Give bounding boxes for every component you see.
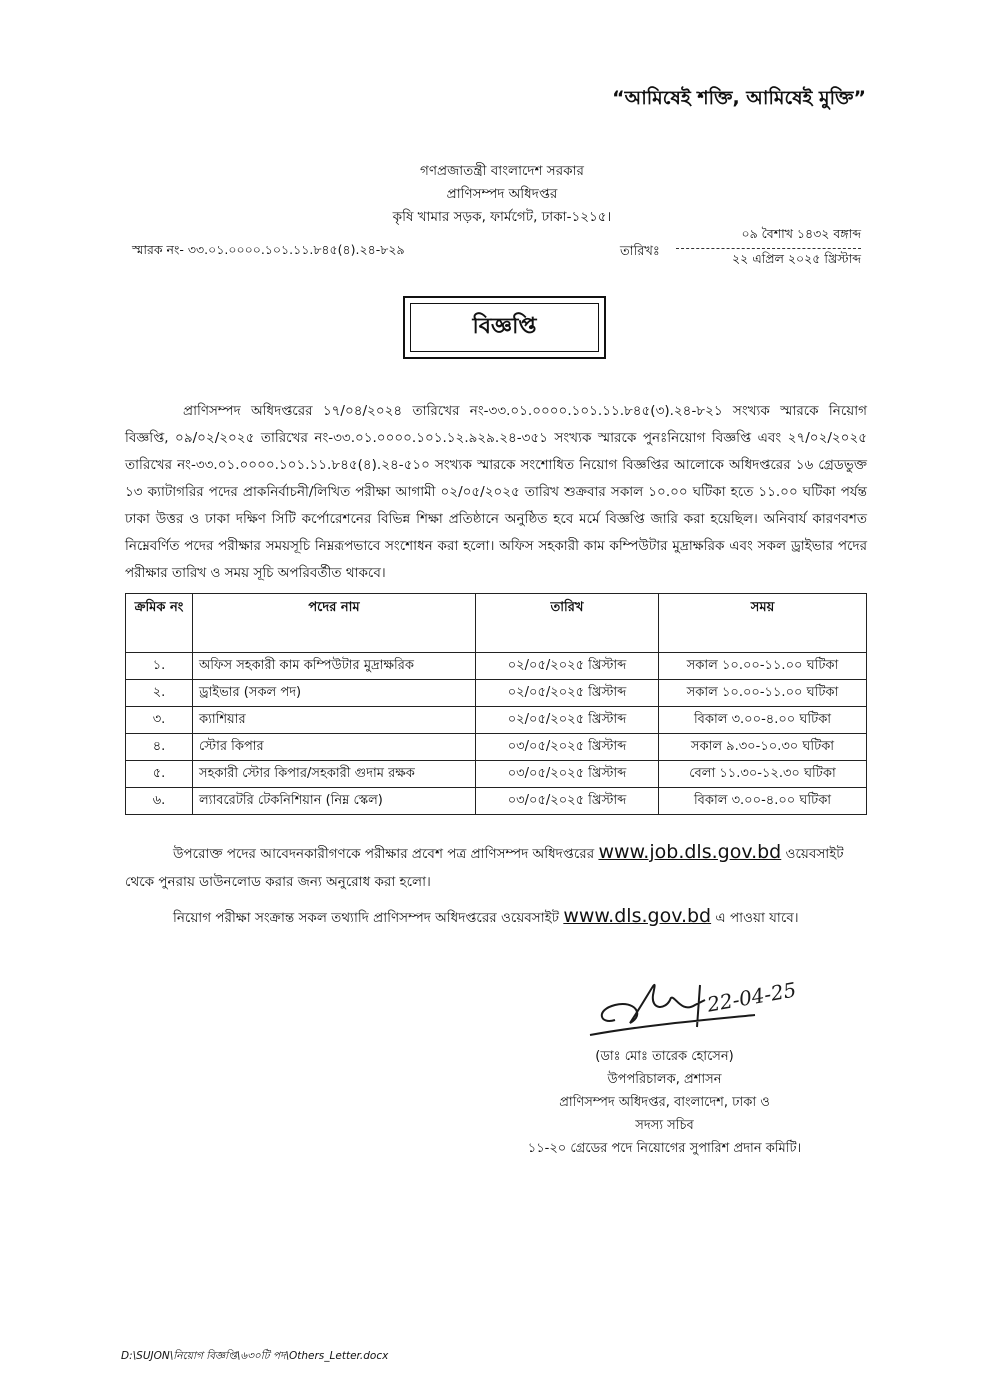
table-row [126, 653, 867, 680]
table-row [126, 707, 867, 734]
post-cell: অফিস সহকারী কাম কম্পিউটার মুদ্রাক্ষরিক [193, 653, 476, 680]
time-cell: সকাল ১০.০০-১১.০০ ঘটিকা [659, 680, 867, 707]
date-bangla: ০৯ বৈশাখ ১৪৩২ বঙ্গাব্দ [676, 226, 861, 249]
col-time-header: সময় [659, 594, 867, 653]
date-cell: ০৩/০৫/২০২৫ খ্রিস্টাব্দ [476, 788, 659, 815]
info-note [173, 905, 799, 930]
note2-text-after: এ পাওয়া যাবে। [715, 910, 799, 926]
time-cell: বিকাল ৩.০০-৪.০০ ঘটিকা [659, 707, 867, 734]
serial-cell: ২. [126, 680, 193, 707]
notice-title: বিজ্ঞপ্তি [410, 303, 599, 352]
govt-name: গণপ্রজাতন্ত্রী বাংলাদেশ সরকার [420, 163, 584, 179]
schedule-table [125, 593, 867, 815]
serial-cell: ৬. [126, 788, 193, 815]
admit-card-note [125, 838, 867, 896]
signer-committee: ১১-২০ গ্রেডের পদে নিয়োগের সুপারিশ প্রদান কমিটি। [527, 1141, 802, 1156]
serial-cell: ৩. [126, 707, 193, 734]
time-cell: সকাল ১০.০০-১১.০০ ঘটিকা [659, 653, 867, 680]
table-row [126, 761, 867, 788]
post-cell: স্টোর কিপার [193, 734, 476, 761]
time-cell: বেলা ১১.৩০-১২.৩০ ঘটিকা [659, 761, 867, 788]
memo-number: স্মারক নং- ৩৩.০১.০০০০.১০১.১১.৮৪৫(৪).২৪-৮২৯ [132, 242, 405, 257]
department-name: প্রাণিসম্পদ অধিদপ্তর [446, 186, 558, 202]
file-path-footer: D:\SUJON\নিয়োগ বিজ্ঞপ্তি\৬৩০টি পদ\Others_Letter.docx [121, 1350, 389, 1362]
signature-date: 22-04-25 [705, 977, 799, 1017]
date-cell: ০২/০৫/২০২৫ খ্রিস্টাব্দ [476, 680, 659, 707]
date-cell: ০৩/০৫/২০২৫ খ্রিস্টাব্দ [476, 761, 659, 788]
col-date-header: তারিখ [476, 594, 659, 653]
date-block [676, 226, 861, 271]
serial-cell: ৪. [126, 734, 193, 761]
post-cell: সহকারী স্টোর কিপার/সহকারী গুদাম রক্ষক [193, 761, 476, 788]
note1-text-after: ওয়েবসাইট থেকে পুনরায় ডাউনলোড করার জন্য অনুরোধ করা হলো। [125, 846, 844, 890]
signer-office: প্রাণিসম্পদ অধিদপ্তর, বাংলাদেশ, ঢাকা ও [559, 1095, 770, 1110]
serial-cell: ৫. [126, 761, 193, 788]
signer-name: (ডাঃ মোঃ তারেক হোসেন) [595, 1049, 734, 1064]
table-row [126, 734, 867, 761]
job-portal-link[interactable]: www.job.dls.gov.bd [598, 841, 782, 863]
motto: “আমিষেই শক্তি, আমিষেই মুক্তি” [612, 87, 866, 109]
note1-text-before: উপরোক্ত পদের আবেদনকারীগণকে পরীক্ষার প্রবেশ পত্র প্রাণিসম্পদ অধিদপ্তরের [173, 846, 595, 862]
title-frame [403, 296, 606, 359]
date-english: ২২ এপ্রিল ২০২৫ খ্রিস্টাব্দ [731, 251, 861, 266]
dls-website-link[interactable]: www.dls.gov.bd [563, 905, 712, 927]
serial-cell: ১. [126, 653, 193, 680]
signer-designation: উপপরিচালক, প্রশাসন [607, 1072, 722, 1087]
signer-block [0, 1045, 984, 1160]
time-cell: বিকাল ৩.০০-৪.০০ ঘটিকা [659, 788, 867, 815]
date-cell: ০৩/০৫/২০২৫ খ্রিস্টাব্দ [476, 734, 659, 761]
post-cell: ড্রাইভার (সকল পদ) [193, 680, 476, 707]
table-row [126, 680, 867, 707]
signer-role: সদস্য সচিব [635, 1118, 694, 1133]
date-label: তারিখঃ [620, 244, 660, 259]
date-cell: ০২/০৫/২০২৫ খ্রিস্টাব্দ [476, 707, 659, 734]
date-cell: ০২/০৫/২০২৫ খ্রিস্টাব্দ [476, 653, 659, 680]
notice-body: প্রাণিসম্পদ অধিদপ্তরের ১৭/০৪/২০২৪ তারিখের নং-৩৩.০১.০০০০.১০১.১১.৮৪৫(৩).২৪-৮২১ সংখ্যক স্মারকে নিয়োগ বিজ্ঞপ্তি, ০৯/০২/২০২৫ তারিখের নং-৩৩.০১.০০০০.১০১.১২.৯২৯.২৪-৩৫১ সংখ্যক স্মারকে পুনঃনিয়োগ বিজ্ঞপ্তি এবং ২৭/০২/২০২৫ তারিখের নং-৩৩.০১.০০০০.১০১.১১.৮৪৫(৪).২৪-৫১০ সংখ্যক স্মারকে সংশোধিত নিয়োগ বিজ্ঞপ্তির আলোকে অধিদপ্তরের ১৬ গ্রেডভুক্ত ১৩ ক্যাটাগরির পদের প্রাকনির্বাচনী/লিখিত পরীক্ষা আগামী ০২/০৫/২০২৫ তারিখ শুক্রবার সকাল ১০.০০ ঘটিকা হতে ১১.০০ ঘটিকা পর্যন্ত ঢাকা উত্তর ও ঢাকা দক্ষিণ সিটি কর্পোরেশনের বিভিন্ন শিক্ষা প্রতিষ্ঠানে অনুষ্ঠিত হবে মর্মে বিজ্ঞপ্তি জারি করা হয়েছিল। অনিবার্য কারণবশত নিম্নেবর্ণিত পদের পরীক্ষার সময়সূচি নিম্নরূপভাবে সংশোধন করা হলো। অফিস সহকারী কাম কম্পিউটার মুদ্রাক্ষরিক এবং সকল ড্রাইভার পদের পরীক্ষার তারিখ ও সময় সূচি অপরিবর্তীত থাকবে। [125, 403, 867, 581]
note2-text-before: নিয়োগ পরীক্ষা সংক্রান্ত সকল তথ্যাদি প্রাণিসম্পদ অধিদপ্তরের ওয়েবসাইট [173, 910, 560, 926]
office-header [0, 160, 984, 229]
table-row [126, 788, 867, 815]
time-cell: সকাল ৯.৩০-১০.৩০ ঘটিকা [659, 734, 867, 761]
post-cell: ল্যাবরেটরি টেকনিশিয়ান (নিম্ন স্কেল) [193, 788, 476, 815]
col-post-header: পদের নাম [193, 594, 476, 653]
table-header-row [126, 594, 867, 653]
col-serial-header: ক্রমিক নং [126, 594, 193, 653]
post-cell: ক্যাশিয়ার [193, 707, 476, 734]
office-address: কৃষি খামার সড়ক, ফার্মগেট, ঢাকা-১২১৫। [392, 209, 612, 225]
signature [585, 965, 825, 1040]
